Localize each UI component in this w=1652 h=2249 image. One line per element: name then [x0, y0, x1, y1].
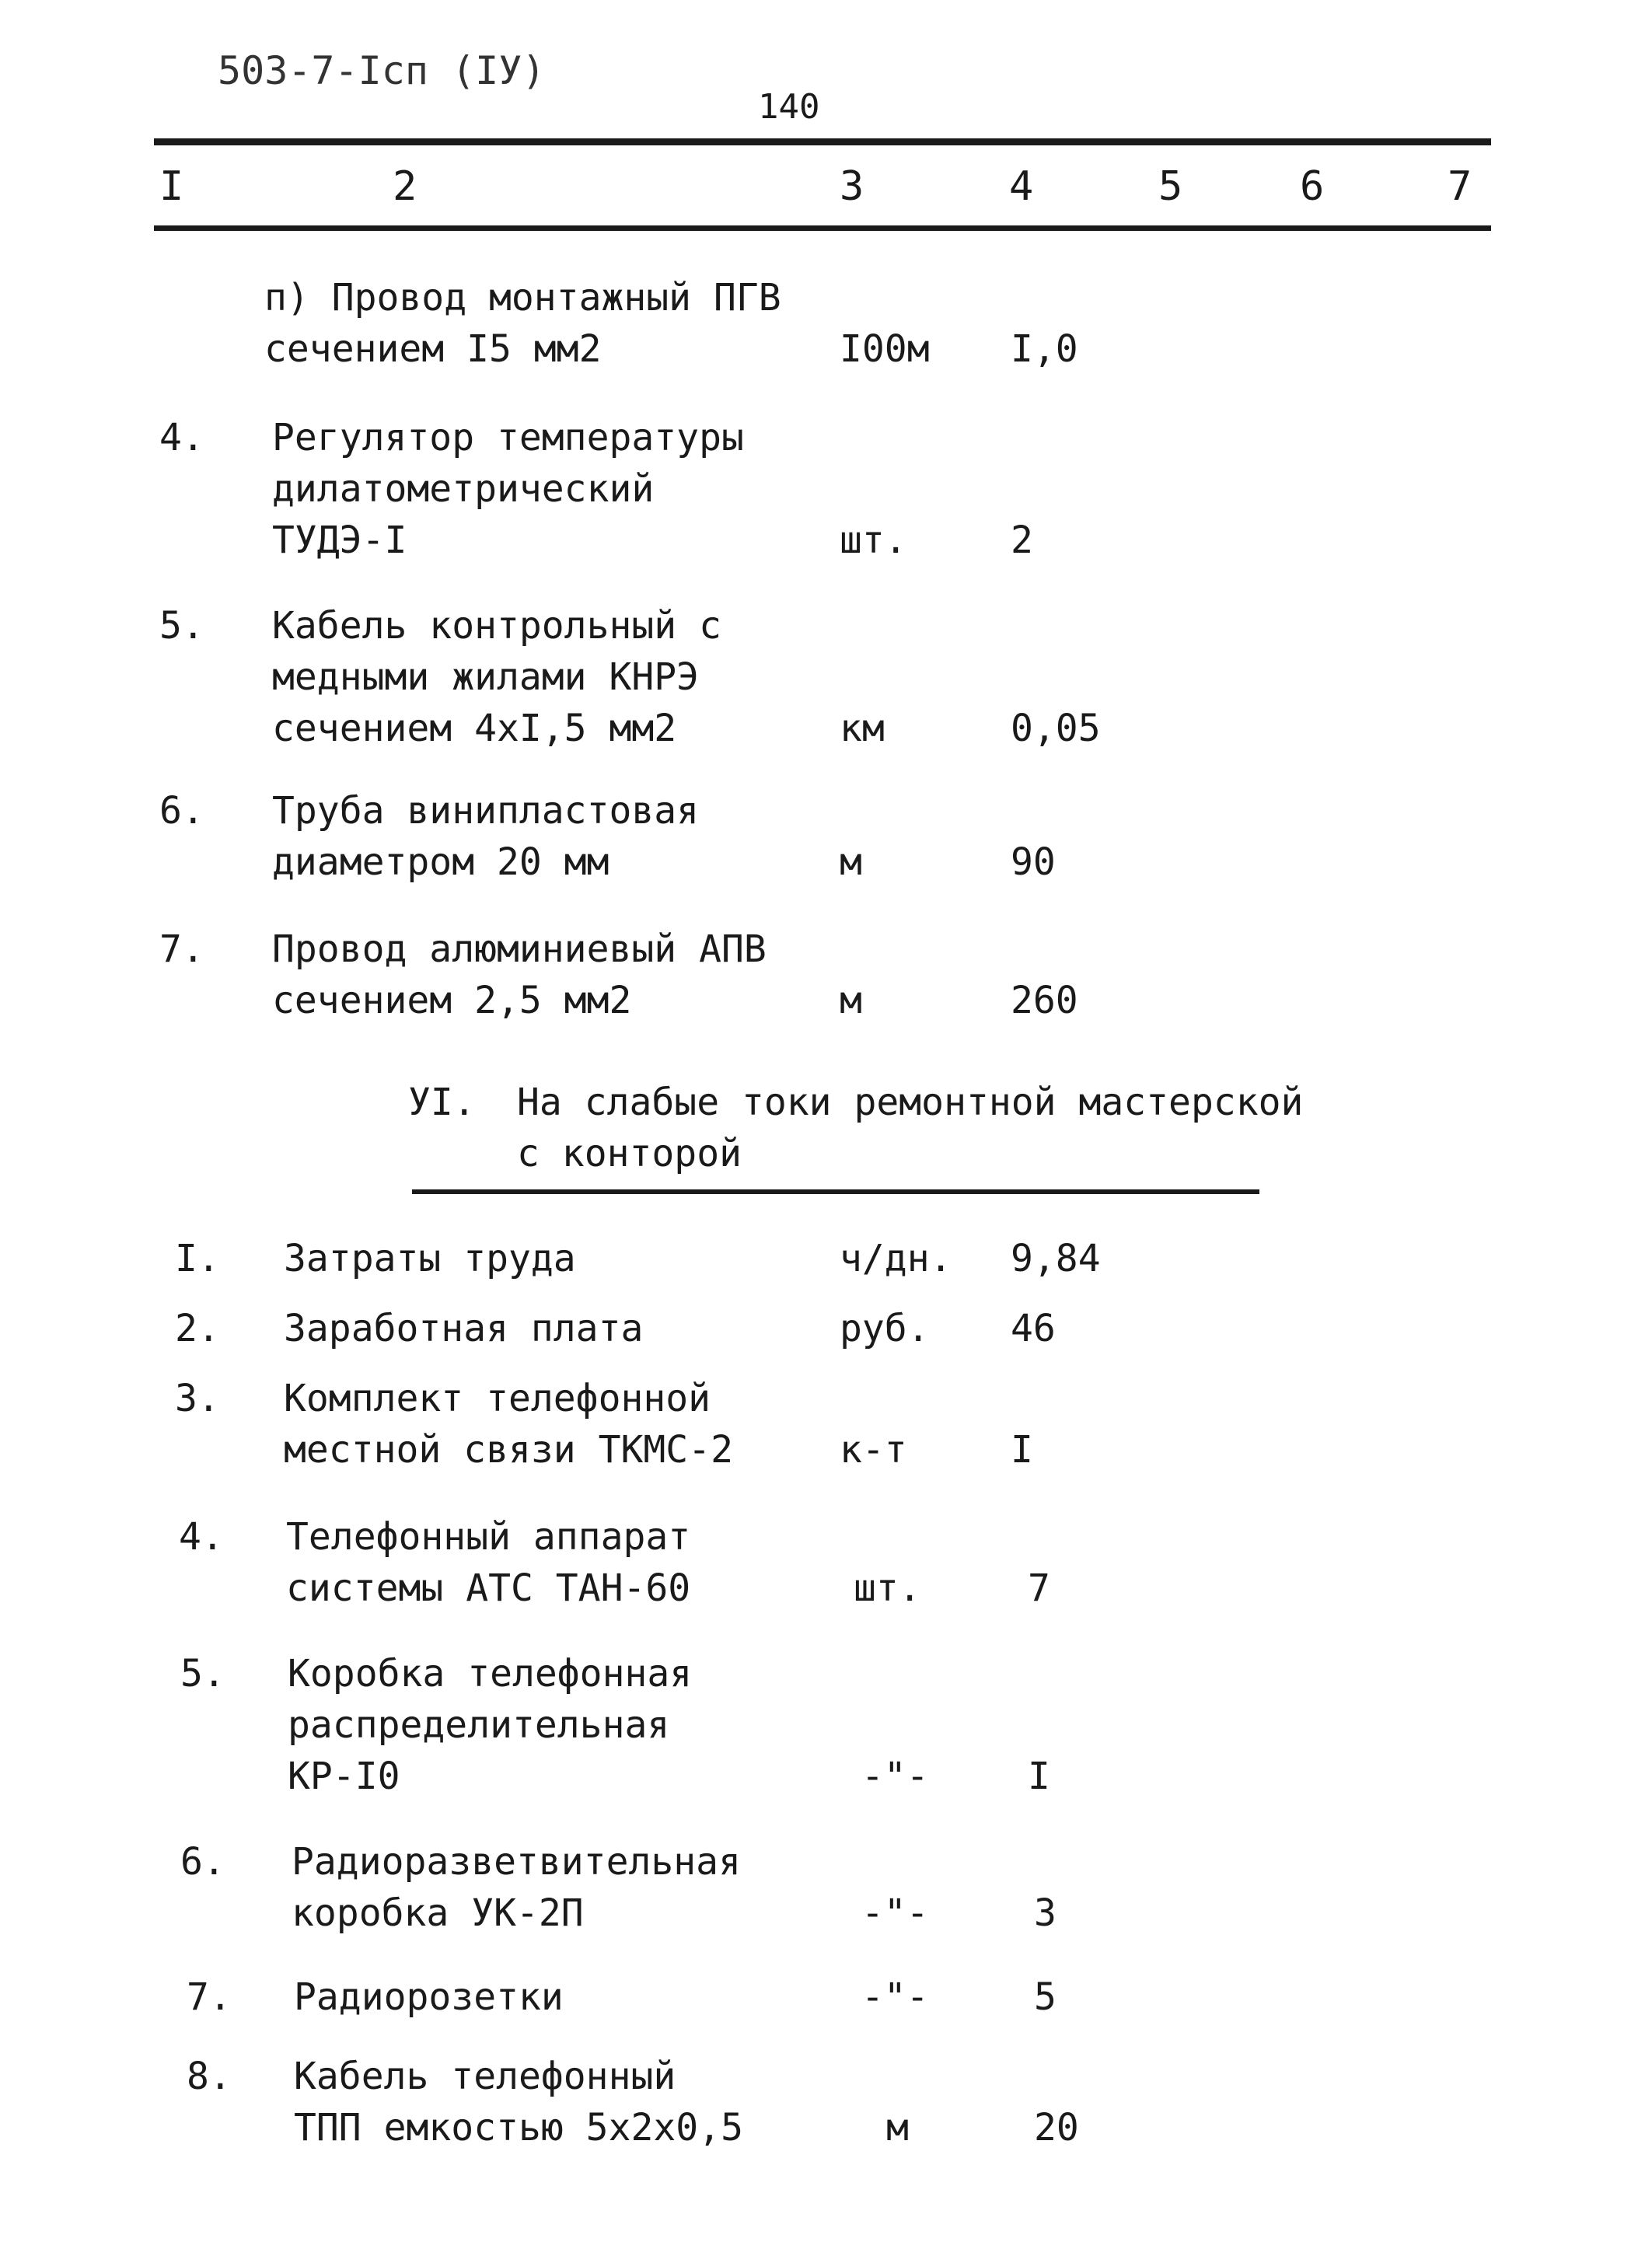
row-description: Комплект телефонной местной связи ТКМС-2: [284, 1377, 733, 1472]
row-unit: шт.: [854, 1566, 921, 1610]
row-unit: -"-: [861, 1755, 929, 1798]
column-number-2: 2: [393, 163, 417, 210]
row-description: Регулятор температуры дилатометрический ТУДЭ-I: [272, 416, 744, 562]
column-number-7: 7: [1448, 163, 1472, 210]
row-unit: I00м: [840, 327, 930, 371]
row-number: 6.: [159, 789, 204, 833]
column-number-4: 4: [1009, 163, 1034, 210]
row-description: Радиоразветвительная коробка УК-2П: [292, 1840, 741, 1935]
column-number-1: I: [159, 163, 184, 210]
section-number: УI.: [408, 1081, 476, 1124]
row-quantity: I: [1028, 1755, 1050, 1798]
row-number: 4.: [179, 1515, 224, 1559]
row-quantity: 7: [1028, 1566, 1050, 1610]
row-description: Труба винипластовая диаметром 20 мм: [272, 789, 700, 884]
page-number: 140: [758, 87, 820, 127]
column-number-6: 6: [1300, 163, 1325, 210]
row-unit: м: [840, 979, 862, 1022]
row-description: Коробка телефонная распределительная КР-I0: [288, 1652, 693, 1798]
row-description: Заработная плата: [284, 1307, 644, 1350]
row-unit: руб.: [840, 1307, 930, 1350]
row-number: 3.: [175, 1377, 220, 1420]
row-quantity: 46: [1011, 1307, 1056, 1350]
row-unit: к-т: [840, 1428, 907, 1472]
column-number-5: 5: [1158, 163, 1183, 210]
row-number: 2.: [175, 1307, 220, 1350]
row-number: 8.: [187, 2055, 232, 2098]
row-description: Кабель контрольный с медными жилами КНРЭ сечением 4хI,5 мм2: [272, 604, 721, 750]
row-number: 6.: [180, 1840, 225, 1884]
row-number: 7.: [187, 1975, 232, 2019]
row-unit: м: [840, 840, 862, 884]
row-number: 5.: [180, 1652, 225, 1695]
section-underline: [412, 1189, 1259, 1194]
section-title: На слабые токи ремонтной мастерской с конторой: [517, 1081, 1304, 1175]
row-description: Провод алюминиевый АПВ сечением 2,5 мм2: [272, 927, 767, 1022]
row-quantity: 260: [1011, 979, 1078, 1022]
row-quantity: I,0: [1011, 327, 1078, 371]
row-quantity: 9,84: [1011, 1237, 1101, 1280]
row-quantity: 3: [1034, 1891, 1057, 1935]
row-number: 4.: [159, 416, 204, 459]
row-unit: -"-: [861, 1891, 929, 1935]
header-bottom-rule: [154, 225, 1491, 231]
row-quantity: 5: [1034, 1975, 1057, 2019]
header-top-rule: [154, 138, 1491, 145]
document-code: 503-7-Iсп (IУ): [218, 48, 546, 93]
row-number: 7.: [159, 927, 204, 971]
row-quantity: I: [1011, 1428, 1033, 1472]
row-unit: км: [840, 707, 885, 750]
column-number-3: 3: [840, 163, 864, 210]
row-description: п) Провод монтажный ПГВ сечением I5 мм2: [264, 276, 781, 371]
row-unit: ч/дн.: [840, 1237, 952, 1280]
row-description: Кабель телефонный ТПП емкостью 5х2х0,5: [294, 2055, 743, 2149]
row-quantity: 2: [1011, 519, 1033, 562]
row-description: Затраты труда: [284, 1237, 576, 1280]
row-quantity: 90: [1011, 840, 1056, 884]
row-unit: шт.: [840, 519, 907, 562]
row-description: Радиорозетки: [294, 1975, 564, 2019]
row-unit: м: [886, 2106, 909, 2149]
row-quantity: 0,05: [1011, 707, 1101, 750]
row-description: Телефонный аппарат системы АТС ТАН-60: [286, 1515, 691, 1610]
row-unit: -"-: [861, 1975, 929, 2019]
row-quantity: 20: [1034, 2106, 1079, 2149]
row-number: I.: [175, 1237, 220, 1280]
row-number: 5.: [159, 604, 204, 648]
